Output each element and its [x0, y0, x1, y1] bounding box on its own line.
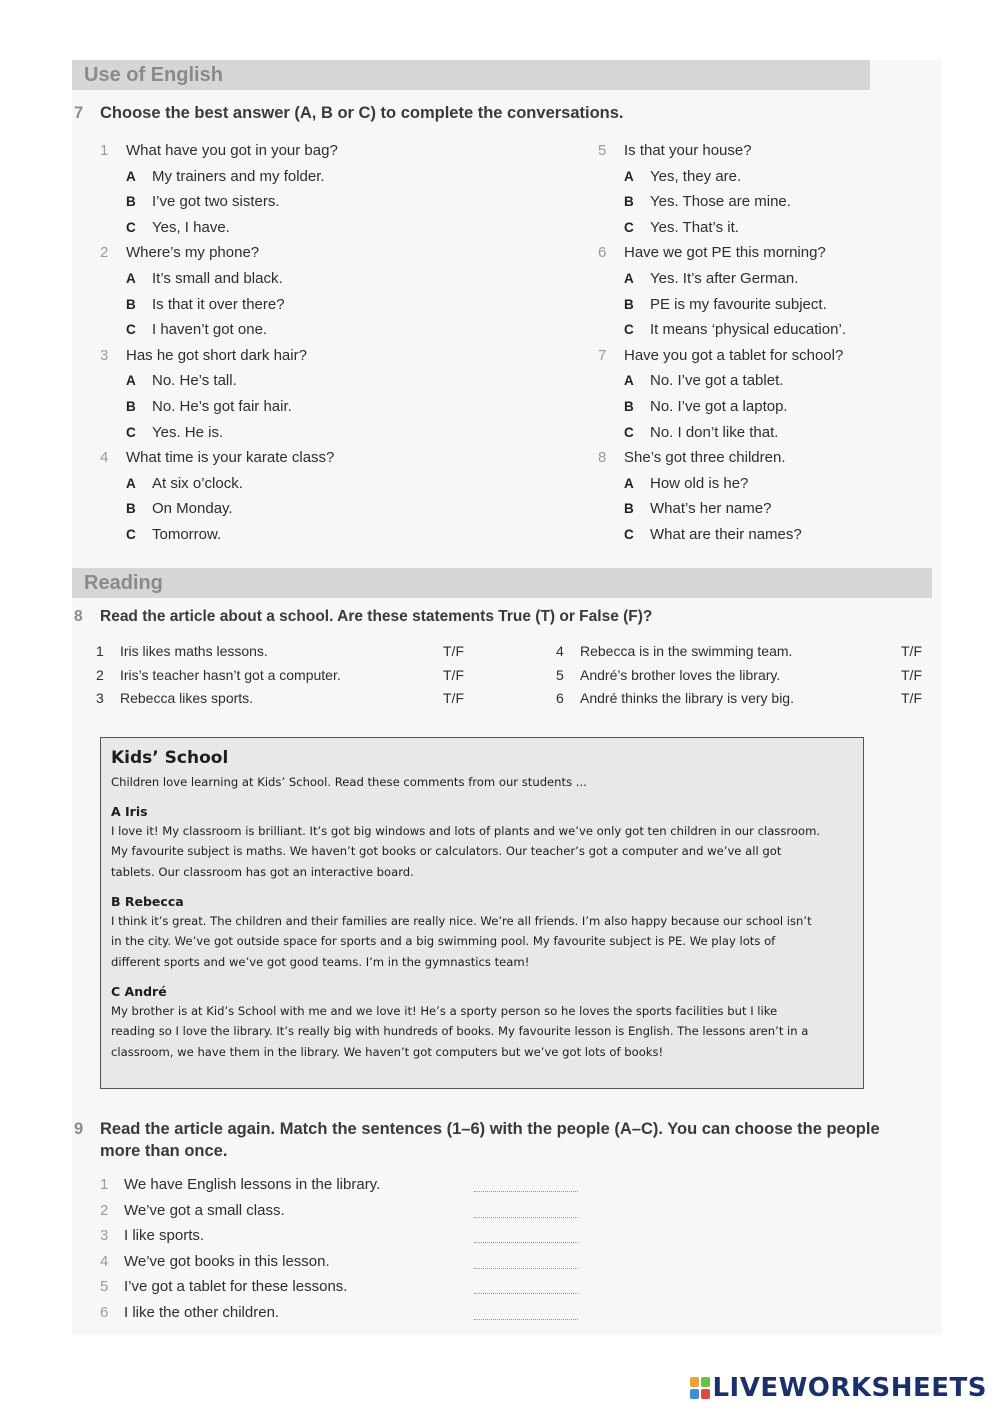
question-number: 6 — [598, 244, 607, 262]
option-letter: C — [624, 322, 634, 338]
option-text: I haven’t got one. — [152, 321, 268, 339]
option-letter: B — [126, 194, 136, 210]
article-section-heading: C André — [111, 984, 167, 999]
question-text: What have you got in your bag? — [126, 142, 338, 159]
article-title: Kids’ School — [111, 748, 229, 768]
exercise-9-instruction-line2: more than once. — [100, 1142, 228, 1160]
option-text: Yes. Those are mine. — [650, 193, 791, 211]
question-number: 3 — [100, 346, 109, 364]
option-letter: B — [624, 296, 634, 312]
article-intro: Children love learning at Kids’ School. Read these comments from our students ... — [111, 775, 587, 789]
article-line: tablets. Our classroom has got an interactive board. — [111, 864, 414, 879]
answer-blank[interactable] — [474, 1242, 578, 1243]
option-text: Yes, I have. — [152, 218, 230, 236]
option-text: How old is he? — [650, 474, 749, 492]
sentence-text: We’ve got books in this lesson. — [124, 1252, 330, 1270]
exercise-9-number: 9 — [74, 1120, 84, 1138]
option-text: Tomorrow. — [152, 526, 222, 543]
option-letter: A — [624, 475, 634, 491]
option-letter: A — [624, 168, 634, 184]
liveworksheets-logo-text: LIVEWORKSHEETS — [712, 1373, 987, 1403]
exercise-8-title — [74, 608, 652, 626]
option-letter: C — [624, 424, 634, 440]
article-line: classroom, we have them in the library. We haven’t got computers but we’ve got lots of books! — [111, 1044, 664, 1059]
option-letter: A — [126, 168, 136, 184]
liveworksheets-logo-icon — [690, 1377, 710, 1399]
true-false-option: T/F — [443, 643, 464, 659]
question-text: Where’s my phone? — [126, 244, 260, 262]
question-number: 8 — [598, 449, 607, 467]
sentence-number: 5 — [100, 1278, 109, 1296]
question-text: Have we got PE this morning? — [624, 244, 826, 262]
statement-text: André’s brother loves the library. — [580, 667, 781, 683]
article-line: reading so I love the library. It’s really big with hundreds of books. My favourite lesson is English. The lessons aren’t in a — [111, 1024, 809, 1039]
true-false-option: T/F — [443, 667, 464, 683]
true-false-option: T/F — [901, 643, 922, 659]
question-number: 7 — [598, 346, 607, 364]
option-letter: C — [126, 322, 136, 338]
option-letter: B — [624, 399, 634, 414]
option-text: My trainers and my folder. — [152, 167, 325, 185]
logo-square — [701, 1377, 710, 1387]
option-letter: C — [624, 219, 634, 235]
sentence-text: I like sports. — [124, 1227, 205, 1245]
option-text: Yes. It’s after German. — [650, 270, 799, 287]
option-text: PE is my favourite subject. — [650, 295, 827, 313]
sentence-number: 4 — [100, 1252, 109, 1270]
option-text: No. I’ve got a laptop. — [650, 398, 788, 415]
option-text: No. I don’t like that. — [650, 423, 779, 441]
logo-square — [690, 1377, 699, 1387]
option-text: Yes, they are. — [650, 167, 742, 185]
statement-text: Rebecca is in the swimming team. — [580, 643, 793, 659]
option-text: What’s her name? — [650, 500, 772, 518]
sentence-number: 2 — [100, 1201, 109, 1219]
sentence-number: 6 — [100, 1304, 109, 1321]
option-letter: C — [126, 424, 136, 440]
section-heading-use-of-english: Use of English — [72, 60, 870, 90]
answer-blank[interactable] — [474, 1191, 578, 1192]
statement-number: 6 — [556, 690, 564, 706]
option-text: Yes. He is. — [152, 423, 224, 441]
option-text: It means ‘physical education’. — [650, 321, 846, 339]
statement-number: 1 — [96, 643, 104, 659]
option-letter: B — [126, 296, 136, 312]
article-section-heading: B Rebecca — [111, 894, 184, 909]
exercise-8-instruction: Read the article about a school. Are these statements True (T) or False (F)? — [100, 608, 653, 625]
question-text: What time is your karate class? — [126, 449, 335, 467]
option-letter: A — [624, 271, 634, 286]
true-false-option: T/F — [901, 690, 922, 706]
option-letter: A — [126, 475, 136, 491]
question-number: 4 — [100, 449, 109, 467]
statement-text: Rebecca likes sports. — [120, 690, 254, 706]
option-letter: C — [624, 527, 634, 542]
article-section-body — [111, 1001, 861, 1062]
question-number: 5 — [598, 142, 607, 159]
question-text: Has he got short dark hair? — [126, 346, 307, 364]
question-text: Have you got a tablet for school? — [624, 346, 844, 364]
option-letter: B — [624, 501, 634, 517]
sentence-text: I like the other children. — [124, 1304, 280, 1321]
option-text: It’s small and black. — [152, 270, 283, 287]
article-line: I think it’s great. The children and their families are really nice. We’re all friends. I’m also happy because our school isn’t — [111, 914, 812, 928]
statement-number: 4 — [556, 643, 564, 659]
exercise-9-instruction-line1: Read the article again. Match the sentences (1–6) with the people (A–C). You can choose the people — [100, 1120, 880, 1138]
question-text: She’s got three children. — [624, 449, 786, 467]
answer-blank[interactable] — [474, 1268, 578, 1269]
answer-blank[interactable] — [474, 1293, 578, 1294]
exercise-8-number: 8 — [74, 608, 83, 625]
sentence-text: We have English lessons in the library. — [124, 1176, 381, 1193]
exercise-7-title — [74, 104, 624, 123]
question-number: 2 — [100, 244, 109, 262]
answer-blank[interactable] — [474, 1319, 578, 1320]
logo-square — [701, 1389, 710, 1399]
option-text: Is that it over there? — [152, 295, 285, 313]
option-text: On Monday. — [152, 500, 233, 518]
article-line: different sports and we’ve got good teams. I’m in the gymnastics team! — [111, 954, 530, 969]
question-number: 1 — [100, 142, 109, 159]
sentence-text: We’ve got a small class. — [124, 1201, 285, 1219]
sentence-text: I’ve got a tablet for these lessons. — [124, 1278, 348, 1296]
statement-number: 2 — [96, 667, 104, 683]
article-section-body — [111, 821, 861, 882]
sentence-number: 3 — [100, 1227, 109, 1245]
exercise-7-instruction: Choose the best answer (A, B or C) to complete the conversations. — [100, 104, 624, 122]
statement-text: Iris’s teacher hasn’t got a computer. — [120, 667, 341, 683]
option-letter: B — [624, 194, 634, 210]
option-text: What are their names? — [650, 526, 802, 543]
option-letter: A — [624, 373, 634, 389]
question-text: Is that your house? — [624, 142, 752, 159]
sentence-number: 1 — [100, 1176, 109, 1193]
article-section-body — [111, 911, 861, 972]
option-letter: A — [126, 373, 136, 389]
article-line: My brother is at Kid’s School with me and we love it! He’s a sporty person so he loves the sports facilities but I like — [111, 1004, 778, 1018]
option-text: No. He’s got fair hair. — [152, 398, 292, 415]
exercise-9-title — [74, 1118, 880, 1162]
article-line: My favourite subject is maths. We haven’t got books or calculators. Our teacher’s got a computer and we’ve all got — [111, 844, 782, 859]
true-false-option: T/F — [443, 690, 464, 706]
logo-square — [690, 1389, 699, 1399]
option-letter: C — [126, 219, 136, 235]
exercise-7-number: 7 — [74, 104, 84, 122]
option-letter: B — [126, 501, 136, 517]
article-section-heading: A Iris — [111, 804, 148, 819]
statement-number: 5 — [556, 667, 564, 683]
option-text: No. I’ve got a tablet. — [650, 372, 784, 390]
option-text: No. He’s tall. — [152, 372, 237, 390]
statement-text: Iris likes maths lessons. — [120, 643, 268, 659]
article-box — [100, 737, 864, 1089]
option-letter: A — [126, 271, 136, 286]
article-line: I love it! My classroom is brilliant. It’s got big windows and lots of plants and we’ve only got ten children in our classroom. — [111, 824, 821, 838]
statement-number: 3 — [96, 690, 104, 706]
answer-blank[interactable] — [474, 1217, 578, 1218]
true-false-option: T/F — [901, 667, 922, 683]
option-letter: B — [126, 399, 136, 414]
option-text: At six o’clock. — [152, 474, 243, 492]
option-text: I’ve got two sisters. — [152, 193, 280, 211]
option-text: Yes. That’s it. — [650, 218, 739, 236]
option-letter: C — [126, 527, 136, 542]
section-heading-reading: Reading — [72, 568, 932, 598]
statement-text: André thinks the library is very big. — [580, 690, 794, 706]
article-line: in the city. We’ve got outside space for sports and a big swimming pool. My favourite subject is PE. We play lots of — [111, 934, 776, 949]
liveworksheets-logo — [690, 1373, 987, 1403]
